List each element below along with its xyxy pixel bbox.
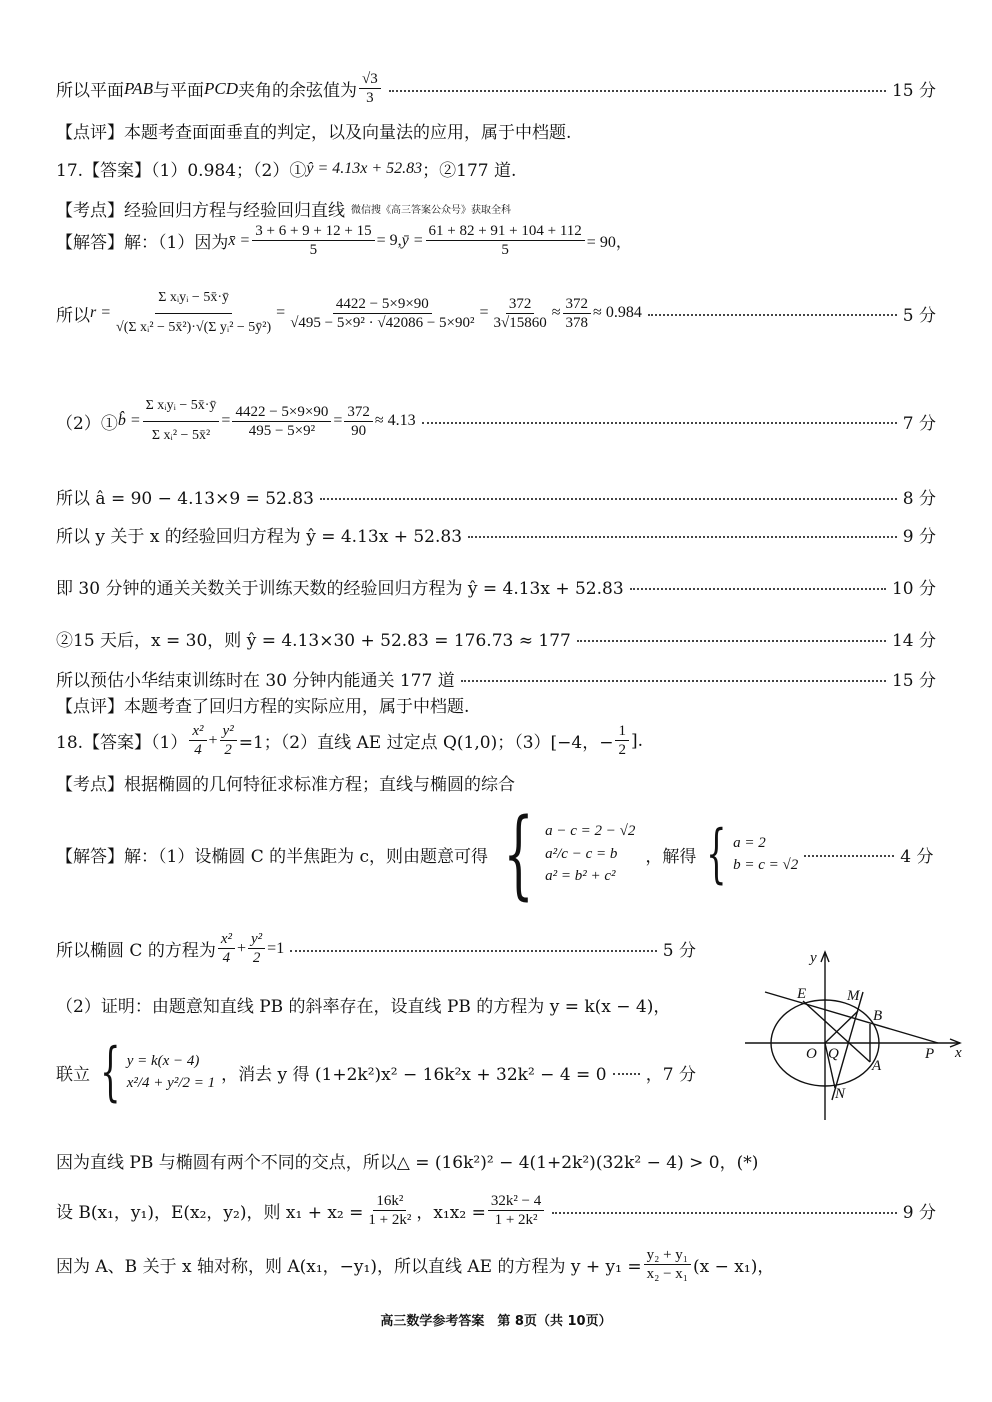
solution-17-equation — [56, 522, 936, 547]
denominator: Σ xᵢ² − 5x̄² — [151, 427, 211, 443]
text: 夹角的余弦值为 — [237, 81, 357, 101]
text: =1；（2）直线 AE 过定点 Q(1,0)；（3）[−4，− — [238, 733, 614, 753]
score: 15 分 — [891, 81, 936, 101]
dot-leader — [389, 90, 886, 92]
text: 所以 y 关于 x 的经验回归方程为 ŷ = 4.13x + 52.83 — [56, 527, 463, 547]
denominator: 1 + 2k² — [368, 1212, 412, 1228]
text: ②15 天后，x = 30，则 ŷ = 4.13×30 + 52.83 = 176.73 ≈ 177 — [56, 631, 571, 651]
numerator: Σ xᵢyᵢ − 5x̄·ȳ — [143, 398, 220, 422]
dot-leader — [630, 588, 886, 590]
numerator: y² — [220, 722, 237, 741]
score: 14 分 — [891, 631, 936, 651]
text: =1 — [267, 939, 285, 957]
dot-leader — [320, 498, 897, 500]
text: 所以 â = 90 − 4.13×9 = 52.83 — [56, 489, 314, 509]
page-footer: 高三数学参考答案 第 8页（共 10页） — [380, 1314, 612, 1329]
score: 8 分 — [902, 489, 936, 509]
dot-leader — [422, 422, 897, 424]
denominator: 4 — [222, 950, 231, 966]
denominator: 378 — [565, 314, 589, 331]
score: 10 分 — [891, 579, 936, 599]
comment-17: 【点评】本题考查了回归方程的实际应用，属于中档题. — [56, 697, 470, 717]
fraction — [218, 930, 235, 967]
fraction — [344, 403, 373, 440]
fraction — [113, 290, 274, 337]
score: 9 分 — [902, 1203, 936, 1223]
fraction — [491, 295, 550, 332]
label-y: y — [810, 950, 817, 966]
text: 所以 — [56, 305, 90, 326]
solution-system: { a = 2 b = c = √2 — [706, 817, 799, 891]
text: = 90， — [586, 234, 632, 251]
denominator: 3 — [366, 90, 374, 106]
denominator: 2 — [252, 950, 261, 966]
comment-16: 【点评】本题考查面面垂直的判定，以及向量法的应用，属于中档题. — [56, 123, 572, 143]
solution-18-part1 — [56, 798, 936, 910]
solution-17-b: （2）① b̂ = $\frac{\text{Σ xᵢyᵢ − 5x̄·ȳ}}{\text{Σ xᵢ² − 5x̄²}}$ = $\frac{4422 - 5\times 9\times 90}{\text{495 − 5×9²}}$ = $\frac{372}{90}$ ≈ 4.13 7 分 — [56, 398, 936, 443]
text: 所以预估小华结束训练时在 30 分钟内能通关 177 道 — [56, 671, 455, 691]
answer-17 — [56, 156, 516, 181]
solution-18-ellipse-equation: 所以椭圆 C 的方程为 $\frac{\text{x²}}{4}$ + $\frac{\text{y²}}{2}$ =1 5 分 — [56, 931, 696, 966]
equation-row: a² = b² + c² — [545, 868, 616, 885]
text: 因为 A、B 关于 x 轴对称，则 A(x₁，−y₁)，所以直线 AE 的方程为 y + y₁ = — [56, 1257, 642, 1277]
fraction — [644, 1246, 691, 1283]
denominator: 1 + 2k² — [494, 1212, 538, 1228]
dot-leader — [804, 855, 894, 857]
score: 5 分 — [902, 305, 936, 326]
text: ，x₁x₂ = — [416, 1203, 486, 1223]
numerator: x² — [189, 722, 206, 741]
solution-17-conclusion — [56, 666, 936, 691]
label-q: Q — [828, 1046, 839, 1062]
equation-row: y = k(x − 4) — [126, 1052, 200, 1069]
fraction — [232, 403, 331, 440]
score: 5 分 — [662, 941, 696, 961]
numerator: 4422 − 5×9×90 — [333, 295, 432, 314]
fraction — [143, 398, 220, 445]
numerator: √3 — [359, 70, 381, 89]
denominator: 2 — [224, 742, 232, 758]
label-a: A — [872, 1058, 882, 1074]
r: r = — [90, 304, 112, 322]
numerator: 61 + 82 + 91 + 104 + 112 — [426, 222, 585, 241]
value: ≈ 0.984 — [593, 304, 642, 322]
answer-18 — [56, 722, 643, 759]
ellipse-figure — [740, 940, 970, 1125]
key-point-18: 【考点】根据椭圆的几何特征求标准方程；直线与椭圆的综合 — [56, 775, 515, 795]
solution-17-prediction — [56, 626, 936, 651]
fraction — [365, 1192, 414, 1229]
numerator: 3 + 6 + 9 + 12 + 15 — [252, 222, 374, 241]
fraction — [248, 930, 265, 967]
label-x: x — [955, 1045, 962, 1061]
text: 所以椭圆 C 的方程为 — [56, 941, 216, 961]
fraction — [488, 1192, 544, 1229]
numerator: 32k² − 4 — [488, 1192, 544, 1211]
score: 15 分 — [891, 671, 936, 691]
dot-leader — [648, 314, 897, 316]
numerator: x² — [218, 930, 235, 949]
fraction — [359, 70, 381, 107]
value: ≈ 4.13 — [374, 412, 416, 430]
text: ，消去 y 得 (1+2k²)x² − 16k²x + 32k² − 4 = 0 — [221, 1064, 607, 1085]
equation: ŷ = 4.13x + 52.83 — [306, 159, 423, 177]
solution-17-r: 所以 r = $\frac{\text{Σ xᵢyᵢ − 5x̄·ȳ}}{\text{√(Σ xᵢ² − 5x̄²)·√(Σ yᵢ² − 5ȳ²)}}$ = $\frac{4422 - 5\times 9\times 90}{\text{√495 − 5×9² · √42086 − 5×90²}}$ = $\frac{372}{3√15860}$ ≈ $\frac{372}{378}$ ≈ 0.984 5 分 — [56, 290, 936, 335]
text: 与平面 — [152, 81, 204, 101]
text: ，解得 — [645, 846, 697, 867]
denominator: 4 — [194, 742, 202, 758]
fraction — [252, 222, 374, 259]
denominator: 2 — [618, 742, 626, 758]
text: 【解答】解：（1）设椭圆 C 的半焦距为 c，则由题意可得 — [56, 846, 489, 867]
label-n: N — [835, 1086, 846, 1102]
numerator: 372 — [506, 295, 535, 314]
solution-18-discriminant: 因为直线 PB 与椭圆有两个不同的交点，所以△ = (16k²)² − 4(1+2k²)(32k² − 4) > 0，(*) — [56, 1153, 759, 1173]
x-bar: x̄ = — [228, 231, 251, 249]
text: ；②177 道. — [422, 161, 517, 181]
numerator: 372 — [563, 295, 592, 314]
numerator: 16k² — [373, 1192, 406, 1211]
solution-17-equation-restated — [56, 574, 936, 599]
numerator: y₂ + y₁ — [644, 1246, 691, 1265]
math-pab: PAB — [124, 78, 153, 98]
label-o: O — [806, 1046, 817, 1062]
watermark: 微信搜《高三答案公众号》获取全科 — [351, 205, 511, 216]
label-e: E — [797, 986, 807, 1002]
equation-system: { a − c = 2 − √2 a²/c − c = b a² = b² + c² — [503, 798, 636, 910]
text: 17.【答案】（1）0.984；（2）① — [56, 161, 307, 181]
dot-leader — [613, 1073, 640, 1075]
equation-row: b = c = √2 — [733, 857, 799, 873]
numerator: y² — [248, 930, 265, 949]
fraction — [189, 722, 206, 759]
text: 设 B(x₁，y₁)，E(x₂，y₂)，则 x₁ + x₂ = — [56, 1203, 364, 1223]
equation-row: a = 2 — [733, 834, 766, 851]
text: 【考点】经验回归方程与经验回归直线 — [56, 201, 345, 221]
label-p: P — [925, 1046, 935, 1062]
text: 所以平面 — [56, 81, 124, 101]
equation-row: x²/4 + y²/2 = 1 — [126, 1075, 216, 1091]
equation-row: a²/c − c = b — [545, 845, 618, 862]
dot-leader — [290, 950, 657, 952]
solution-18-system — [56, 1035, 696, 1109]
score: 7 分 — [902, 413, 936, 434]
score: ，7 分 — [645, 1064, 696, 1085]
solution-17-a — [56, 484, 936, 509]
solution-18-line-ae — [56, 1246, 774, 1283]
fraction — [287, 295, 477, 332]
fraction — [426, 222, 585, 259]
dot-leader — [552, 1212, 896, 1214]
solution-18-part2-setup: （2）证明：由题意知直线 PB 的斜率存在，设直线 PB 的方程为 y = k(x − 4)， — [56, 997, 671, 1017]
numerator: Σ xᵢyᵢ − 5x̄·ȳ — [155, 290, 232, 314]
score: 9 分 — [902, 527, 936, 547]
text: = 9, — [376, 231, 402, 249]
plus: + — [208, 731, 218, 749]
numerator: 1 — [615, 722, 629, 741]
numerator: 4422 − 5×9×90 — [232, 403, 331, 422]
numerator: 372 — [344, 403, 373, 422]
denominator: 5 — [501, 242, 509, 258]
y-bar: ȳ = — [401, 231, 424, 249]
b-hat: b̂ = — [117, 412, 141, 430]
label-m: M — [847, 988, 860, 1004]
label-b: B — [873, 1008, 883, 1024]
fraction — [615, 722, 629, 759]
denominator: 495 − 5×9² — [248, 422, 316, 439]
text: 18.【答案】（1） — [56, 733, 188, 753]
equation-system: { y = k(x − 4) x²/4 + y²/2 = 1 — [100, 1035, 216, 1109]
denominator: √(Σ xᵢ² − 5x̄²)·√(Σ yᵢ² − 5ȳ²) — [116, 319, 272, 335]
key-point-17 — [56, 196, 511, 221]
denominator: 3√15860 — [493, 314, 547, 331]
denominator: 5 — [309, 242, 318, 258]
denominator: 90 — [351, 422, 367, 439]
dot-leader — [577, 640, 886, 642]
text: ]. — [630, 730, 644, 751]
fraction — [563, 295, 592, 332]
text: 【解答】解：（1）因为 — [56, 233, 229, 253]
fraction — [220, 722, 237, 759]
line-cosine-result — [56, 70, 936, 107]
denominator: √495 − 5×9² · √42086 − 5×90² — [290, 314, 475, 331]
text: 即 30 分钟的通关关数关于训练天数的经验回归方程为 ŷ = 4.13x + 52.83 — [56, 579, 624, 599]
dot-leader — [468, 536, 897, 538]
math-pcd: PCD — [203, 78, 238, 98]
denominator: x₂ − x₁ — [646, 1266, 689, 1282]
dot-leader — [461, 680, 886, 682]
text: (x − x₁)， — [693, 1257, 775, 1277]
equation-row: a − c = 2 − √2 — [545, 823, 636, 840]
text: 联立 — [56, 1064, 90, 1085]
score: 4 分 — [900, 846, 934, 867]
text: （2）① — [56, 413, 118, 434]
solution-18-vieta — [56, 1192, 936, 1229]
solution-17-means — [56, 222, 632, 259]
